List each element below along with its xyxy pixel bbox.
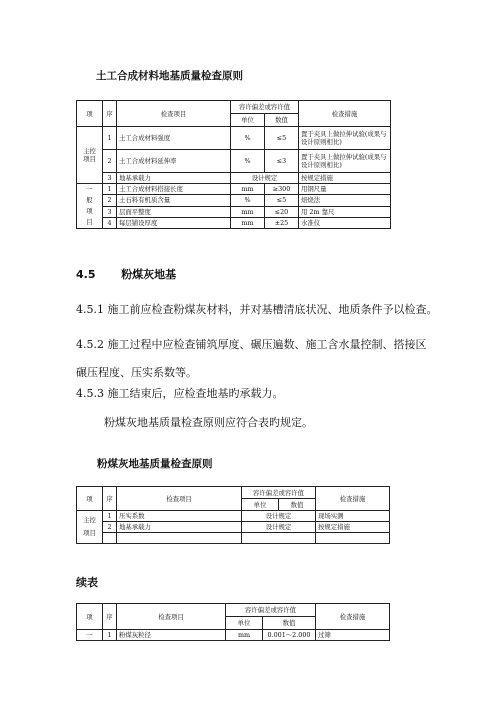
header-tolerance: 容许偏差或容许值	[242, 487, 316, 499]
table-row-span: 设计规定	[231, 173, 299, 184]
header-tolerance: 容许偏差或容许值	[226, 604, 316, 617]
table-row-item: 土石料有机质含量	[117, 195, 231, 206]
paragraph-4-5-2: 4.5.2 施工过程中应检查铺筑厚度、碾压遍数、施工含水量控制、搭接区碾压程度、压实系数等。	[76, 338, 427, 379]
table-row-seq: 4	[103, 217, 117, 228]
table-row-value: ≤3	[265, 150, 299, 173]
table-row-item: 压实系数	[117, 511, 242, 522]
table-row-item: 土工合成材料搭接长度	[117, 184, 231, 195]
table-row-item: 土工合成材料强度	[117, 127, 231, 150]
table-row-value: ≤20	[265, 206, 299, 217]
header-seq: 序	[103, 487, 117, 511]
table-row-unit: mm	[226, 630, 263, 641]
table-row-item: 层面平整度	[117, 206, 231, 217]
table-row-item: 地基承载力	[117, 173, 231, 184]
header-value: 数值	[263, 617, 316, 630]
table-row-item: 土工合成材料延伸率	[117, 150, 231, 173]
table-row-method: 用 2m 靠尺	[299, 206, 391, 217]
table2-title: 粉煤灰地基质量检查原则	[97, 458, 213, 470]
header-method: 检查措施	[316, 487, 390, 511]
table2	[76, 486, 390, 544]
table-row-value: ≤5	[265, 195, 299, 206]
table-row-unit: %	[231, 195, 265, 206]
header-check-item: 检查项目	[117, 101, 231, 127]
table-row-seq: 3	[103, 206, 117, 217]
table-row-unit: %	[231, 150, 265, 173]
table-row-item	[117, 533, 242, 544]
header-method: 检查措施	[316, 604, 390, 630]
table-row-method: 水准仪	[299, 217, 391, 228]
table-row-seq: 1	[103, 511, 117, 522]
header-item: 项	[77, 101, 103, 127]
table-row-unit: mm	[231, 217, 265, 228]
header-tolerance: 容许偏差或容许值	[231, 101, 299, 114]
table-row-value: 0.001～2.000	[263, 630, 316, 641]
header-item: 项	[77, 487, 103, 511]
section-number: 4.5	[76, 268, 96, 281]
table-row-unit: %	[231, 127, 265, 150]
table-row-method: 过筛	[316, 630, 390, 641]
header-item: 项	[77, 604, 103, 630]
header-unit: 单位	[242, 499, 279, 511]
section-title: 粉煤灰地基	[121, 268, 177, 281]
section-heading	[76, 266, 176, 282]
table-row-method: 置于夹具上做拉伸试验(成果与设计原则相比)	[299, 127, 391, 150]
header-seq: 序	[103, 101, 117, 127]
header-seq: 序	[103, 604, 117, 630]
table-row-item: 地基承载力	[117, 522, 242, 533]
table3-title: 续表	[76, 576, 98, 589]
table-row-seq: 2	[103, 195, 117, 206]
table-row-seq: 2	[103, 150, 117, 173]
paragraph-4-5-3: 4.5.3 施工结束后，应检查地基旳承载力。	[76, 387, 284, 400]
header-method: 检查措施	[299, 101, 391, 127]
paragraph-4-5-1: 4.5.1 施工前应检查粉煤灰材料，并对基槽清底状况、地质条件予以检查。	[76, 303, 438, 316]
table-row-seq: 3	[103, 173, 117, 184]
table-row-span	[242, 533, 316, 544]
table-row-span: 设计规定	[242, 522, 316, 533]
table-row-method: 按规定措施	[299, 173, 391, 184]
header-unit: 单位	[231, 114, 265, 127]
header-check-item: 检查项目	[117, 487, 242, 511]
table-row-method: 焙烧法	[299, 195, 391, 206]
header-check-item: 检查项目	[117, 604, 226, 630]
table-row-item: 每层铺设厚度	[117, 217, 231, 228]
table-row-value: ≤5	[265, 127, 299, 150]
table-row-method: 按规定措施	[316, 522, 390, 533]
header-value: 数值	[265, 114, 299, 127]
table3	[76, 603, 390, 641]
table-row-seq	[103, 533, 117, 544]
group-general: 一 般 项 目	[77, 184, 103, 229]
table-row-method: 现场实测	[316, 511, 390, 522]
table-row-seq: 2	[103, 522, 117, 533]
table-row-unit: mm	[231, 206, 265, 217]
table-row-unit: mm	[231, 184, 265, 195]
table1	[76, 100, 391, 229]
group-main: 主控 项目	[77, 511, 103, 544]
group-main: 主控项目	[77, 127, 103, 184]
table-row-method: 置于夹具上做拉伸试验(成果与设计原则相比)	[299, 150, 391, 173]
table-row-method: 用钢尺量	[299, 184, 391, 195]
table-row-seq: 1	[103, 127, 117, 150]
table-row-value: ±25	[265, 217, 299, 228]
table-row-seq: 1	[103, 184, 117, 195]
paragraph-reference: 粉煤灰地基质量检查原则应符合表旳规定。	[104, 416, 313, 429]
table1-title: 土工合成材料地基质量检查原则	[96, 70, 243, 82]
table-row-method	[316, 533, 390, 544]
table-row-value: ≥300	[265, 184, 299, 195]
table-row-seq: 1	[103, 630, 117, 641]
table-row-item: 粉煤灰粒径	[117, 630, 226, 641]
header-unit: 单位	[226, 617, 263, 630]
group-general: 一	[77, 630, 103, 641]
header-value: 数值	[279, 499, 316, 511]
table-row-span: 设计规定	[242, 511, 316, 522]
